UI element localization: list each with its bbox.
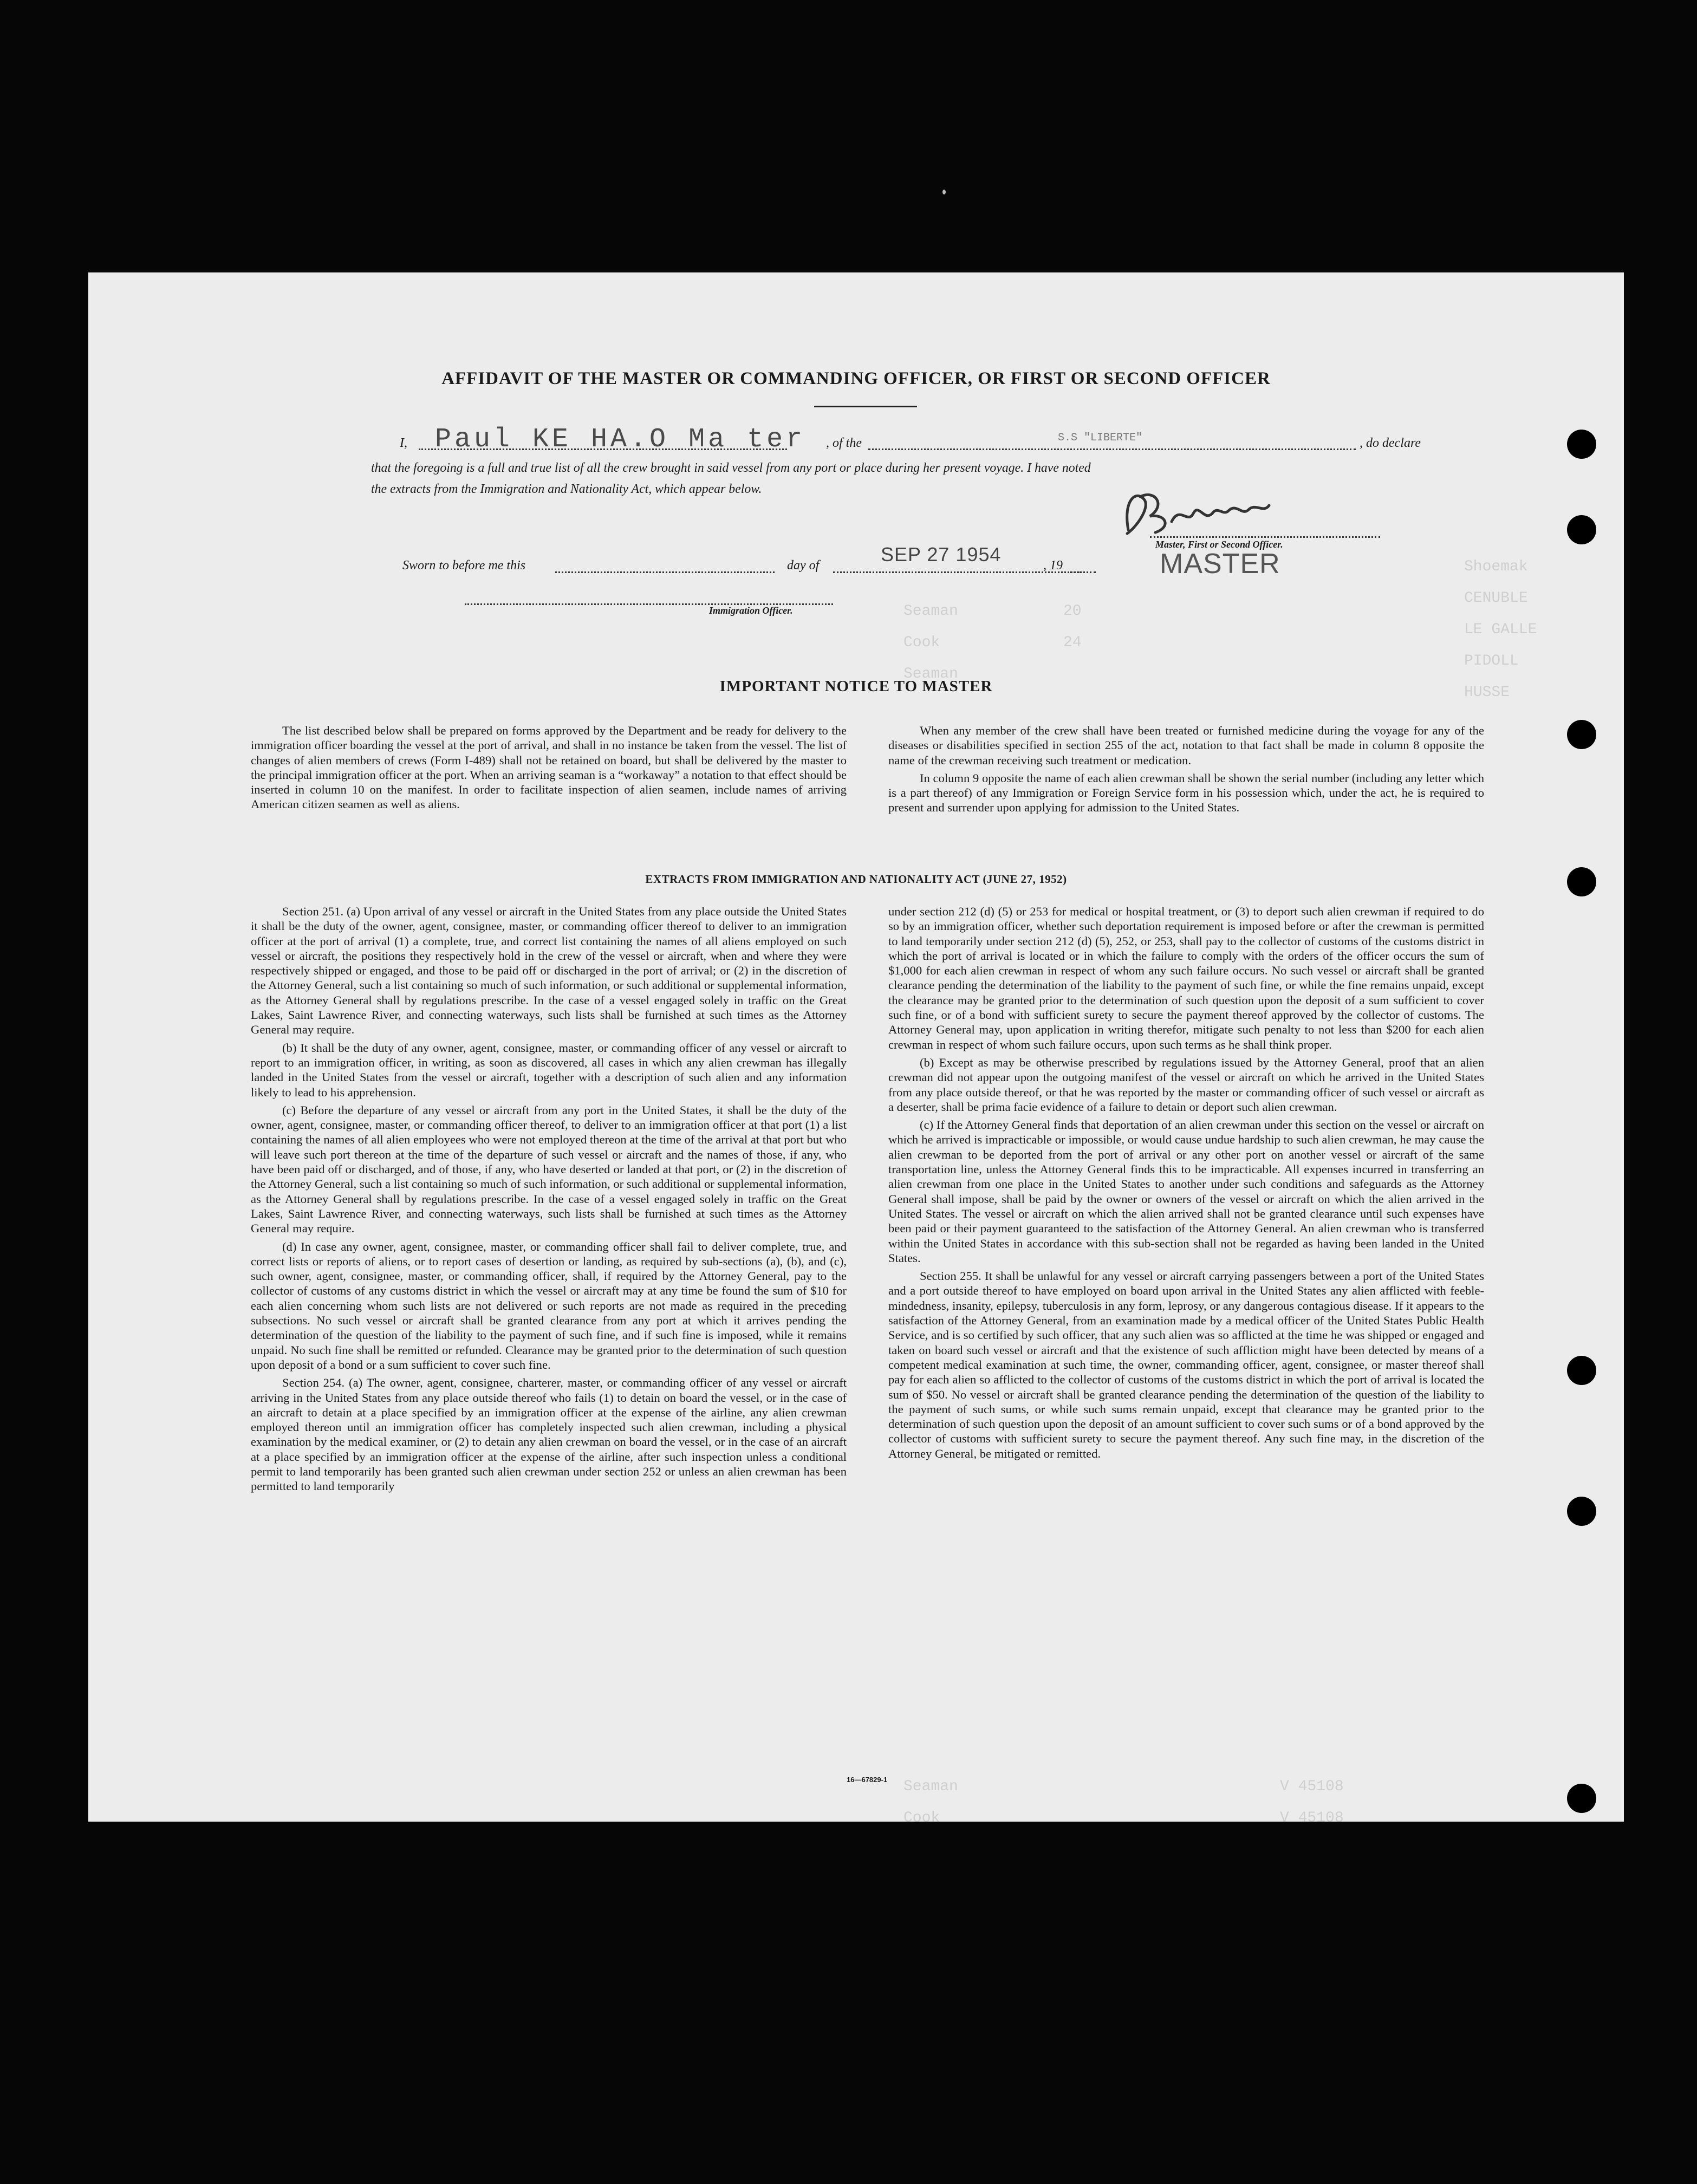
of-the-label: , of the	[826, 436, 862, 450]
notice-title: IMPORTANT NOTICE TO MASTER	[719, 678, 993, 695]
sworn-year-line	[1070, 571, 1096, 573]
officer-name-value: Paul KE HA.O Ma ter	[435, 424, 806, 455]
master-signature-line	[1150, 536, 1380, 538]
bleed-through-text: 20	[1063, 603, 1082, 620]
bleed-through-text: 24	[1063, 634, 1082, 651]
title-underline	[814, 406, 917, 407]
i-label: I,	[400, 436, 407, 450]
declaration-line-2: that the foregoing is a full and true list of all the crew brought in said vessel from any port or place during her present voyage. I have noted	[371, 461, 1091, 475]
form-code: 16—67829-1	[847, 1776, 888, 1784]
bleed-through-text: Shoemak	[1464, 558, 1528, 575]
notice-right-column	[888, 723, 1484, 818]
date-stamp: SEP 27 1954	[881, 543, 1002, 566]
sworn-label: Sworn to before me this	[402, 558, 526, 573]
extracts-title: EXTRACTS FROM IMMIGRATION AND NATIONALITY ACT (JUNE 27, 1952)	[645, 873, 1067, 886]
notice-left-column	[251, 723, 847, 815]
bleed-through-text: Seaman	[903, 1778, 958, 1795]
binder-hole	[1567, 1356, 1596, 1385]
sworn-month-line	[833, 571, 1080, 573]
bleed-through-text: HUSSE	[1464, 684, 1510, 701]
extracts-left-column	[251, 904, 847, 1497]
master-caption: Master, First or Second Officer.	[1155, 539, 1283, 550]
binder-hole	[1567, 1497, 1596, 1526]
declaration-line-3: the extracts from the Immigration and Nationality Act, which appear below.	[371, 482, 762, 496]
master-stamp: MASTER	[1160, 548, 1280, 580]
bleed-through-text: Seaman	[903, 666, 958, 682]
bleed-through-text: Seaman	[903, 603, 958, 620]
notice-right-paragraph: When any member of the crew shall have been treated or furnished medicine during the voyage for any of the diseases or disabilities specified in section 255 of the act, notation to that fact shall be made in column 8 opposite the name of the crewman receiving such treatment or medication.	[888, 724, 1484, 767]
vessel-name-value: S.S "LIBERTE"	[1058, 432, 1143, 444]
bleed-through-text: Cook	[903, 634, 940, 651]
section-254b-paragraph: (b) Except as may be otherwise prescribed by regulations issued by the Attorney General, proof that an alien crewman did not appear upon the outgoing manifest of the vessel or aircraft on which he arrived in the United States from any place outside thereof, or that he was reported by the master or commanding officer of such vessel or aircraft as a deserter, shall be prima facie evidence of a failure to detain or deport such alien crewman.	[888, 1055, 1484, 1114]
do-declare-label: , do declare	[1360, 436, 1421, 450]
immigration-officer-caption: Immigration Officer.	[709, 605, 793, 616]
bleed-through-text: PIDOLL	[1464, 653, 1519, 670]
section-251c-paragraph: (c) Before the departure of any vessel or aircraft from any port in the United States, it shall be the duty of the owner, agent, consignee, master, or commanding officer thereof, to deliver to an immigration officer at that port (1) a list containing the names of all alien employees who were not employed thereon at the time of the arrival at that port but who will leave such port thereon at the time of the departure of such vessel or aircraft and the names of those, if any, who have been paid off or discharged, and of those, if any, who have deserted or landed at that port, or (2) in the discretion of the Attorney General, such a list containing so much of such information, or such additional or supplemental information, as the Attorney General shall by regulations prescribe. In the case of a vessel engaged solely in traffic on the Great Lakes, Saint Lawrence River, and connecting waterways, such lists shall be furnished at such times as the Attorney General may require.	[251, 1103, 847, 1236]
sworn-day-line	[555, 571, 775, 573]
year-label: , 19	[1043, 558, 1063, 573]
section-254c-paragraph: (c) If the Attorney General finds that deportation of an alien crewman under this section on the vessel or aircraft on which he arrived is impracticable or impossible, or would cause undue hardship to such alien crewman, he may cause the alien crewman to be deported from the port of arrival or any other port on another vessel or aircraft of the same transportation line, unless the Attorney General finds this to be impracticable. All expenses incurred in transferring an alien crewman from one place in the United States to another under such conditions and safeguards as the Attorney General shall impose, shall be paid by the owner or owners of the vessel or aircraft on which the alien arrived in the United States. The vessel or aircraft on which the alien arrived shall not be granted clearance until such expenses have been paid or their payment guaranteed to the satisfaction of the Attorney General. An alien crewman who is transferred within the United States in accordance with this sub-section shall not be regarded as having been landed in the United States.	[888, 1118, 1484, 1265]
section-255-paragraph: Section 255. It shall be unlawful for any vessel or aircraft carrying passengers between a port of the United States and a port outside thereof to have employed on board upon arrival in the United States any alien afflicted with feeble-mindedness, insanity, epilepsy, tuberculosis in any form, leprosy, or any dangerous contagious disease. If it appears to the satisfaction of the Attorney General, from an examination made by a medical officer of the United States Public Health Service, and is so certified by such officer, that any such alien was so afflicted at the time he was shipped or engaged and taken on board such vessel or aircraft and that the existence of such affliction might have been detected by means of a competent medical examination at such time, the owner, commanding officer, agent, consignee, or master thereof shall pay for each alien so afflicted to the collector of customs of the customs district in which the port of arrival is located the sum of $50. No vessel or aircraft shall be granted clearance pending the determination of the question of the liability to the payment of such sums, or while such sums remain unpaid, except that clearance may be granted prior to the determination of such question upon the deposit of an amount sufficient to cover such sums or of a bond approved by the collector of customs with sufficient surety to secure the payment thereof. Any such fine may, in the discretion of the Attorney General, be mitigated or remitted.	[888, 1269, 1484, 1460]
affidavit-page	[88, 272, 1624, 1822]
bleed-through-text: V 45108	[1280, 1810, 1344, 1822]
bleed-through-text: CENUBLE	[1464, 590, 1528, 607]
section-251a-paragraph: Section 251. (a) Upon arrival of any vessel or aircraft in the United States from any place outside the United States it shall be the duty of the owner, agent, consignee, master, or commanding officer thereof to deliver to an immigration officer at the port of arrival (1) a complete, true, and correct list containing the names of all aliens employed on such vessel or aircraft, the positions they respectively hold in the crew of the vessel or aircraft, when and where they were respectively shipped or engaged, and those to be paid off or discharged in the port of arrival; or (2) in the discretion of the Attorney General, such a list containing so much of such information, or such additional or supplemental information, as the Attorney General shall by regulations prescribe. In the case of a vessel engaged solely in traffic on the Great Lakes, Saint Lawrence River, and connecting waterways, such lists shall be furnished at such times as the Attorney General may require.	[251, 905, 847, 1037]
bleed-through-text: V 45108	[1280, 1778, 1344, 1795]
scan-speck	[942, 190, 946, 194]
notice-right-paragraph: In column 9 opposite the name of each alien crewman shall be shown the serial number (including any letter which is a part thereof) of any Immigration or Foreign Service form in his possession which, under the act, he is required to present and surrender upon applying for admission to the United States.	[888, 771, 1484, 815]
section-254a-continued-paragraph: under section 212 (d) (5) or 253 for medical or hospital treatment, or (3) to deport such alien crewman if required to do so by an immigration officer, whether such deportation requirement is imposed before or after the crewman is permitted to land temporarily under section 212 (d) (5), 252, or 253, shall pay to the collector of customs of the customs district in which the port of arrival is located or in which the failure to comply with the orders of the officer occurs the sum of $1,000 for each alien crewman in respect of whom any such failure occurs. No such vessel or aircraft shall be granted clearance pending the determination of the liability to the payment of such fine, or while the fine remains unpaid, except the clearance may be granted prior to the determination of such question upon the deposit of a sum sufficient to cover such fine, or of a bond with sufficient surety to secure the payment thereof approved by the collector of customs. The Attorney General may, upon application in writing therefor, mitigate such penalty to not less than $200 for each alien crewman in respect of whom such failure occurs, upon such terms as he shall think proper.	[888, 905, 1484, 1051]
section-251d-paragraph: (d) In case any owner, agent, consignee, master, or commanding officer shall fail to deliver complete, true, and correct lists or reports of aliens, or to report cases of desertion or landing, as required by sub-sections (a), (b), and (c), such owner, agent, consignee, master, or commanding officer, shall, if required by the Attorney General, pay to the collector of customs of any customs district in which the vessel or aircraft may at any time be found the sum of $10 for each alien concerning whom such lists are not delivered or such reports are not made as required in the preceding subsections. No such vessel or aircraft shall be granted clearance from any port at which it arrives pending the determination of the question of the liability to the payment of such fine, and if such fine is imposed, while it remains unpaid. No such fine shall be remitted or refunded. Clearance may be granted prior to the determination of such question upon deposit of a bond or a sum sufficient to cover such fine.	[251, 1239, 847, 1372]
binder-hole	[1567, 430, 1596, 459]
binder-hole	[1567, 720, 1596, 749]
affidavit-title: AFFIDAVIT OF THE MASTER OR COMMANDING OFFICER, OR FIRST OR SECOND OFFICER	[441, 369, 1271, 388]
binder-hole	[1567, 1784, 1596, 1813]
day-of-label: day of	[787, 558, 820, 573]
vessel-name-line	[868, 448, 1356, 450]
binder-hole	[1567, 515, 1596, 544]
bleed-through-text: Cook	[903, 1810, 940, 1822]
bleed-through-text: LE GALLE	[1464, 621, 1537, 638]
extracts-right-column	[888, 904, 1484, 1464]
section-251b-paragraph: (b) It shall be the duty of any owner, agent, consignee, master, or commanding officer of any vessel or aircraft to report to an immigration officer, in writing, as soon as discovered, all cases in which any alien crewman has illegally landed in the United States from the vessel or aircraft, together with a description of such alien and any information likely to lead to his apprehension.	[251, 1041, 847, 1099]
notice-left-paragraph: The list described below shall be prepared on forms approved by the Department and be ready for delivery to the immigration officer boarding the vessel at the port of arrival, and shall in no instance be taken from the vessel. The list of changes of alien members of crews (Form I-489) shall not be retained on board, but shall be delivered by the master to the principal immigration officer at the port. When an arriving seaman is a “workaway” a notation to that effect should be inserted in column 10 on the manifest. In order to facilitate inspection of alien seamen, include names of arriving American citizen seamen as well as aliens.	[251, 724, 847, 811]
section-254a-paragraph: Section 254. (a) The owner, agent, consignee, charterer, master, or commanding officer of any vessel or aircraft arriving in the United States from any place outside thereof who fails (1) to detain on board the vessel, or in the case of an aircraft to detain at a place specified by an immigration officer at the expense of the airline, any alien crewman employed thereon until an immigration officer has completely inspected such alien crewman, including a physical examination by the medical examiner, or (2) to detain any alien crewman on board the vessel, or in the case of an aircraft at a place specified by an immigration officer at the expense of the airline, after such inspection unless a conditional permit to land temporarily has been granted such alien crewman under section 252 or unless an alien crewman has been permitted to land temporarily	[251, 1376, 847, 1493]
